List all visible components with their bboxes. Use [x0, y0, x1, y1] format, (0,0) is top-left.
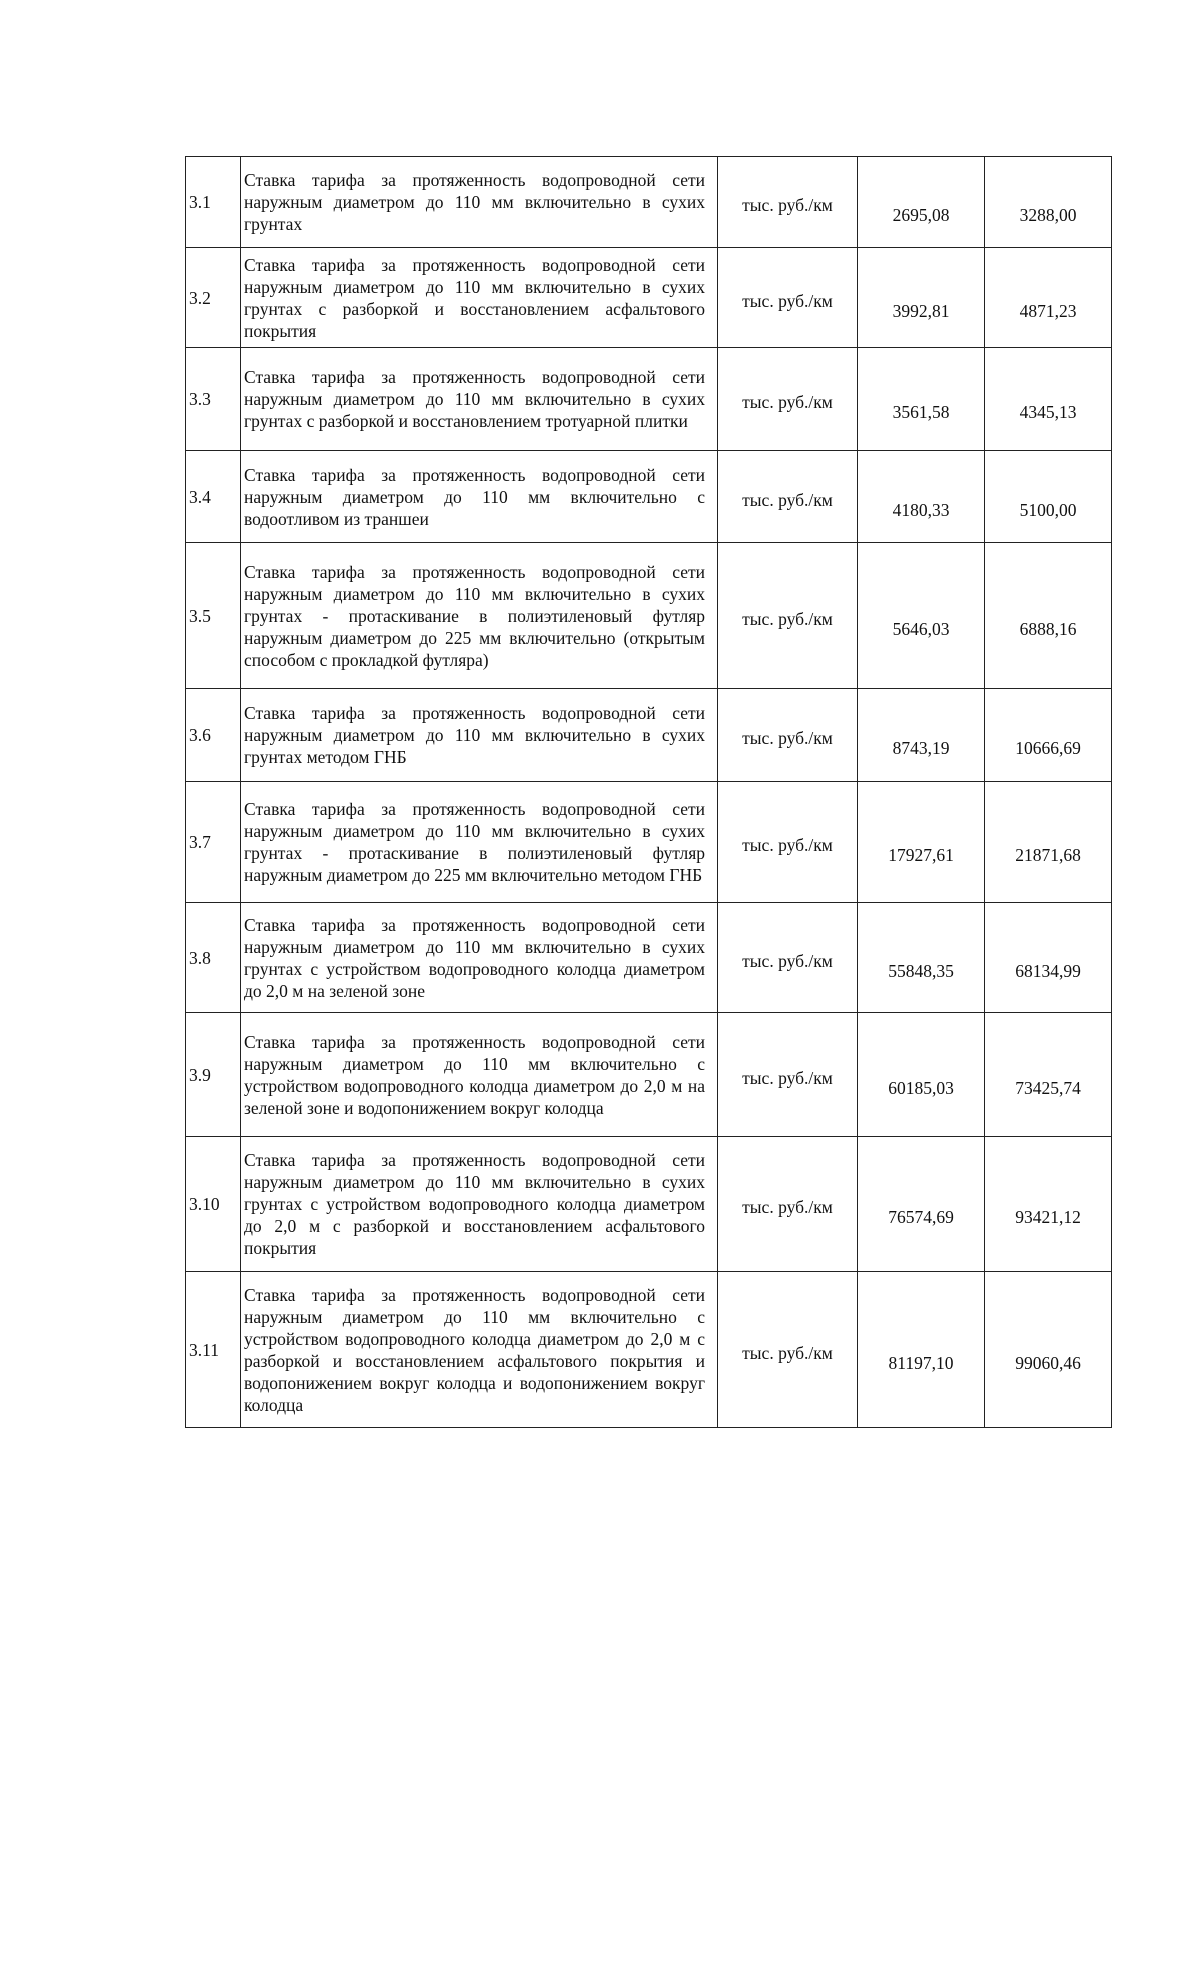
value-text: 55848,35	[888, 960, 954, 981]
row-description: Ставка тарифа за протяженность водопроводной сети наружным диаметром до 110 мм включительно в сухих грунтах методом ГНБ	[241, 689, 718, 782]
value-text: 60185,03	[888, 1077, 954, 1098]
row-unit: тыс. руб./км	[718, 543, 858, 689]
table-row	[186, 543, 1112, 689]
value-text: 5100,00	[1019, 499, 1077, 520]
row-description: Ставка тарифа за протяженность водопроводной сети наружным диаметром до 110 мм включительно с водоотливом из траншеи	[241, 451, 718, 543]
value-text: 68134,99	[1015, 960, 1081, 981]
row-value-2	[985, 451, 1112, 543]
tariff-table	[185, 156, 1112, 1428]
row-value-2	[985, 1272, 1112, 1428]
row-number: 3.4	[186, 451, 241, 543]
row-value-1	[858, 1137, 985, 1272]
table-row	[186, 903, 1112, 1013]
value-text: 3288,00	[1019, 205, 1077, 225]
table-row	[186, 348, 1112, 451]
row-value-2	[985, 348, 1112, 451]
row-unit: тыс. руб./км	[718, 1013, 858, 1137]
row-value-2	[985, 543, 1112, 689]
row-value-1	[858, 451, 985, 543]
row-number: 3.2	[186, 248, 241, 348]
row-description: Ставка тарифа за протяженность водопроводной сети наружным диаметром до 110 мм включительно в сухих грунтах с разборкой и восстановлением асфальтового покрытия	[241, 248, 718, 348]
value-text: 8743,19	[892, 738, 950, 758]
row-value-1	[858, 157, 985, 248]
row-description: Ставка тарифа за протяженность водопроводной сети наружным диаметром до 110 мм включительно в сухих грунтах - протаскивание в полиэтиленовый футляр наружным диаметром до 225 мм включительно методом ГНБ	[241, 782, 718, 903]
row-value-2	[985, 1013, 1112, 1137]
value-text: 81197,10	[888, 1352, 954, 1373]
row-unit: тыс. руб./км	[718, 1137, 858, 1272]
table-row	[186, 689, 1112, 782]
row-description: Ставка тарифа за протяженность водопроводной сети наружным диаметром до 110 мм включительно в сухих грунтах	[241, 157, 718, 248]
row-unit: тыс. руб./км	[718, 348, 858, 451]
row-description: Ставка тарифа за протяженность водопроводной сети наружным диаметром до 110 мм включительно в сухих грунтах - протаскивание в полиэтиленовый футляр наружным диаметром до 225 мм включительно (открытым способом с прокладкой футляра)	[241, 543, 718, 689]
table-row	[186, 1013, 1112, 1137]
row-unit: тыс. руб./км	[718, 903, 858, 1013]
row-description: Ставка тарифа за протяженность водопроводной сети наружным диаметром до 110 мм включительно с устройством водопроводного колодца диаметром до 2,0 м на зеленой зоне и водопонижением вокруг колодца	[241, 1013, 718, 1137]
value-text: 3992,81	[892, 300, 950, 321]
row-number: 3.9	[186, 1013, 241, 1137]
tariff-table-body	[186, 157, 1112, 1428]
table-row	[186, 1137, 1112, 1272]
row-unit: тыс. руб./км	[718, 157, 858, 248]
row-number: 3.6	[186, 689, 241, 782]
table-row	[186, 782, 1112, 903]
table-row	[186, 157, 1112, 248]
value-text: 4180,33	[892, 499, 950, 520]
value-text: 10666,69	[1015, 738, 1081, 758]
row-number: 3.10	[186, 1137, 241, 1272]
value-text: 73425,74	[1015, 1077, 1081, 1098]
value-text: 4345,13	[1019, 402, 1077, 422]
row-value-2	[985, 248, 1112, 348]
row-number: 3.5	[186, 543, 241, 689]
value-text: 3561,58	[892, 402, 950, 422]
row-value-1	[858, 903, 985, 1013]
value-text: 93421,12	[1015, 1207, 1081, 1227]
table-row	[186, 451, 1112, 543]
row-number: 3.11	[186, 1272, 241, 1428]
value-text: 76574,69	[888, 1207, 954, 1227]
row-unit: тыс. руб./км	[718, 782, 858, 903]
row-unit: тыс. руб./км	[718, 451, 858, 543]
row-value-1	[858, 248, 985, 348]
row-value-1	[858, 1013, 985, 1137]
row-number: 3.8	[186, 903, 241, 1013]
row-value-2	[985, 782, 1112, 903]
row-value-1	[858, 543, 985, 689]
row-description: Ставка тарифа за протяженность водопроводной сети наружным диаметром до 110 мм включительно в сухих грунтах с разборкой и восстановлением тротуарной плитки	[241, 348, 718, 451]
row-value-1	[858, 689, 985, 782]
row-description: Ставка тарифа за протяженность водопроводной сети наружным диаметром до 110 мм включительно в сухих грунтах с устройством водопроводного колодца диаметром до 2,0 м на зеленой зоне	[241, 903, 718, 1013]
row-description: Ставка тарифа за протяженность водопроводной сети наружным диаметром до 110 мм включительно с устройством водопроводного колодца диаметром до 2,0 м с разборкой и восстановлением асфальтового покрытия и водопонижением вокруг колодца и водопонижением вокруг колодца	[241, 1272, 718, 1428]
row-unit: тыс. руб./км	[718, 1272, 858, 1428]
row-value-2	[985, 1137, 1112, 1272]
value-text: 17927,61	[888, 845, 954, 865]
row-number: 3.7	[186, 782, 241, 903]
value-text: 4871,23	[1019, 300, 1077, 321]
row-value-1	[858, 1272, 985, 1428]
row-value-2	[985, 903, 1112, 1013]
value-text: 99060,46	[1015, 1352, 1081, 1373]
row-value-1	[858, 348, 985, 451]
table-row	[186, 248, 1112, 348]
table-row	[186, 1272, 1112, 1428]
row-value-2	[985, 157, 1112, 248]
value-text: 6888,16	[1019, 618, 1077, 639]
value-text: 2695,08	[892, 205, 950, 225]
value-text: 21871,68	[1015, 845, 1081, 865]
row-value-2	[985, 689, 1112, 782]
row-number: 3.3	[186, 348, 241, 451]
row-unit: тыс. руб./км	[718, 689, 858, 782]
row-description: Ставка тарифа за протяженность водопроводной сети наружным диаметром до 110 мм включительно в сухих грунтах с устройством водопроводного колодца диаметром до 2,0 м с разборкой и восстановлением асфальтового покрытия	[241, 1137, 718, 1272]
row-number: 3.1	[186, 157, 241, 248]
row-unit: тыс. руб./км	[718, 248, 858, 348]
value-text: 5646,03	[892, 618, 950, 639]
row-value-1	[858, 782, 985, 903]
